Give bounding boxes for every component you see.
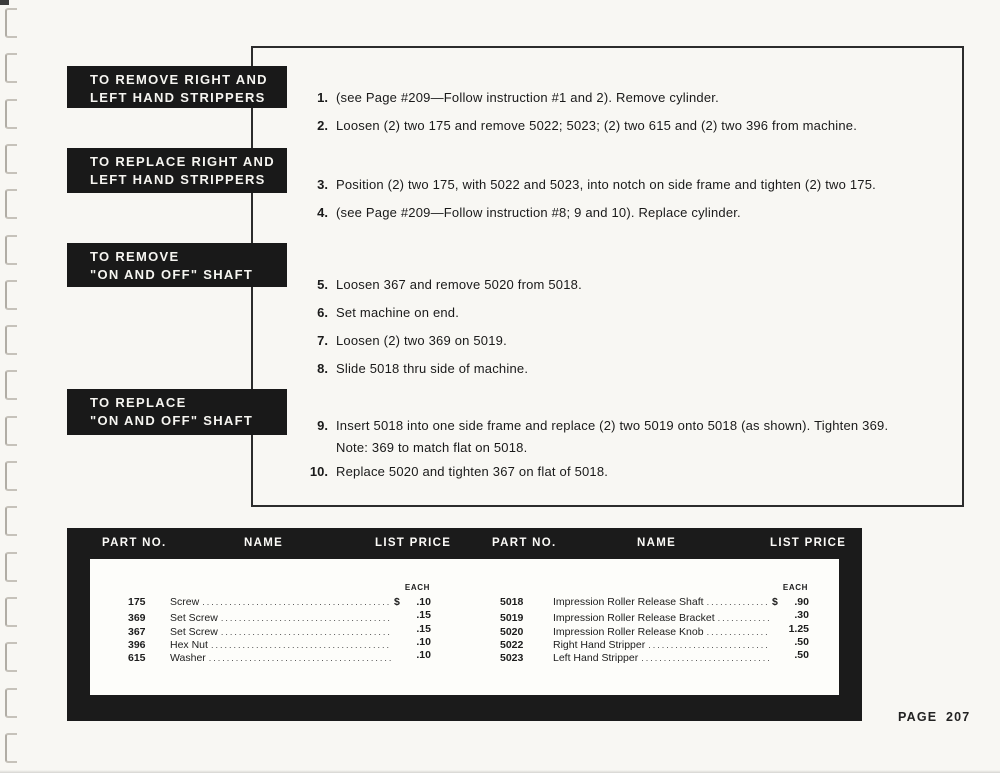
binding-mark-icon [5, 416, 17, 446]
section-label-remove-shaft [67, 243, 287, 287]
instruction-number: 6. [317, 305, 328, 320]
each-label: EACH [782, 583, 808, 592]
binding-mark-icon [5, 144, 17, 174]
price-value: .15 [416, 622, 431, 635]
binding-mark-icon [5, 552, 17, 582]
section-label-line: "ON AND OFF" SHAFT [90, 266, 254, 282]
name-cell: Screw [170, 596, 200, 608]
section-label-line: TO REMOVE [90, 249, 180, 264]
price-value: 1.25 [788, 622, 809, 635]
currency-sign [394, 636, 406, 648]
binding-mark-icon [5, 99, 17, 129]
parts-table-body [90, 559, 839, 695]
binding-mark-icon [5, 370, 17, 400]
instruction-note: Note: 369 to match flat on 5018. [336, 440, 528, 455]
instruction-text: Loosen 367 and remove 5020 from 5018. [336, 277, 582, 292]
currency-sign [394, 623, 406, 635]
spiral-binding [5, 0, 25, 773]
table-row [128, 609, 431, 625]
instruction-number: 3. [317, 177, 328, 192]
table-row [128, 636, 431, 649]
name-cell: Hex Nut [170, 638, 208, 651]
col-header-name: NAME [637, 537, 677, 549]
binding-mark-icon [5, 8, 17, 38]
binding-mark-icon [5, 325, 17, 355]
part-no-cell: 5018 [500, 596, 524, 608]
price-cell [772, 636, 809, 648]
instruction-number: 9. [317, 418, 328, 433]
instruction-item [298, 305, 459, 321]
table-row [500, 649, 809, 665]
name-cell: Impression Roller Release Knob [553, 625, 704, 638]
dot-leader [221, 627, 391, 637]
table-row [128, 596, 431, 609]
instruction-item [298, 205, 741, 221]
parts-table [67, 528, 862, 721]
dot-leader [641, 653, 769, 663]
instruction-number: 5. [317, 277, 328, 292]
price-value: .50 [794, 649, 809, 662]
instruction-number: 10. [309, 464, 328, 479]
instruction-number: 2. [317, 118, 328, 133]
col-header-part-no: PART NO. [102, 537, 167, 549]
binding-mark-icon [5, 53, 17, 83]
section-label-remove-strippers [67, 66, 287, 108]
currency-sign: $ [394, 596, 400, 608]
price-value: .90 [794, 596, 809, 608]
currency-sign [772, 649, 784, 661]
currency-sign [772, 636, 784, 648]
name-cell: Impression Roller Release Bracket [553, 612, 715, 625]
instruction-text: Slide 5018 thru side of machine. [336, 361, 529, 376]
dot-leader [718, 613, 769, 623]
currency-sign: $ [772, 596, 778, 608]
part-no-cell: 175 [128, 596, 146, 608]
part-no-cell: 367 [128, 625, 146, 638]
instruction-text: (see Page #209—Follow instruction #8; 9 and 10). Replace cylinder. [336, 205, 741, 220]
table-row [500, 609, 809, 625]
instruction-number: 7. [317, 333, 328, 348]
name-cell: Left Hand Stripper [553, 652, 639, 665]
part-no-cell: 5020 [500, 625, 524, 638]
section-label-line: TO REMOVE RIGHT AND [90, 72, 268, 87]
currency-sign [772, 609, 784, 621]
instruction-item [298, 177, 876, 193]
instruction-item [298, 333, 507, 349]
currency-sign [394, 649, 406, 661]
binding-mark-icon [5, 688, 17, 718]
part-no-cell: 396 [128, 638, 146, 651]
currency-sign [394, 609, 406, 621]
dot-leader [707, 597, 769, 607]
section-label-line: "ON AND OFF" SHAFT [90, 412, 254, 428]
instruction-number: 8. [317, 361, 328, 376]
price-cell [394, 636, 431, 648]
price-value: .10 [416, 649, 431, 662]
name-cell: Set Screw [170, 625, 218, 638]
instruction-text: Set machine on end. [336, 305, 460, 320]
price-cell [772, 623, 809, 635]
price-value: .15 [416, 609, 431, 622]
section-label-replace-shaft [67, 389, 287, 435]
name-cell: Right Hand Stripper [553, 638, 646, 651]
price-cell [772, 596, 809, 608]
instruction-text [336, 418, 888, 456]
section-label-line: LEFT HAND STRIPPERS [90, 89, 266, 105]
part-no-cell: 5023 [500, 652, 524, 665]
col-header-list-price: LIST PRICE [375, 537, 452, 549]
instruction-text: Replace 5020 and tighten 367 on flat of 5018. [336, 464, 609, 479]
dot-leader [221, 613, 391, 623]
instruction-text: Loosen (2) two 369 on 5019. [336, 333, 507, 348]
binding-mark-icon [5, 461, 17, 491]
parts-column-right [500, 583, 809, 665]
instruction-number: 1. [317, 90, 328, 105]
name-cell: Impression Roller Release Shaft [553, 596, 704, 608]
price-cell [394, 596, 431, 608]
price-value: .50 [794, 635, 809, 648]
table-row [128, 623, 431, 636]
table-row [500, 596, 809, 609]
page-number: PAGE 207 [898, 710, 971, 724]
price-cell [394, 609, 431, 621]
dot-leader [209, 653, 391, 663]
part-no-cell: 5022 [500, 638, 524, 651]
instruction-item [298, 118, 857, 134]
instruction-item [298, 90, 719, 106]
parts-column-left [128, 583, 431, 665]
instruction-item [298, 464, 608, 480]
section-label-replace-strippers [67, 148, 287, 193]
price-value: .30 [794, 609, 809, 622]
col-header-name: NAME [244, 537, 284, 549]
instruction-text: (see Page #209—Follow instruction #1 and 2). Remove cylinder. [336, 90, 719, 105]
part-no-cell: 369 [128, 612, 146, 625]
price-cell [394, 649, 431, 661]
col-header-list-price: LIST PRICE [770, 537, 847, 549]
price-cell [772, 649, 809, 661]
part-no-cell: 5019 [500, 612, 524, 625]
dot-leader [707, 627, 769, 637]
dot-leader [648, 640, 769, 650]
col-header-part-no: PART NO. [492, 537, 557, 549]
name-cell: Washer [170, 652, 206, 665]
part-no-cell: 615 [128, 652, 146, 665]
instruction-item [298, 418, 888, 456]
price-cell [772, 609, 809, 621]
instruction-item [298, 361, 528, 377]
section-label-line: TO REPLACE [90, 395, 187, 410]
instruction-text: Loosen (2) two 175 and remove 5022; 5023; (2) two 615 and (2) two 396 from machine. [336, 118, 858, 133]
dot-leader [211, 640, 391, 650]
binding-mark-icon [5, 189, 17, 219]
dot-leader [202, 597, 391, 607]
table-row [500, 636, 809, 649]
instruction-item [298, 277, 582, 293]
binding-mark-icon [5, 506, 17, 536]
instruction-number: 4. [317, 205, 328, 220]
price-cell [394, 623, 431, 635]
binding-mark-icon [5, 280, 17, 310]
price-value: .10 [416, 596, 431, 608]
instruction-text-main: Insert 5018 into one side frame and replace (2) two 5019 onto 5018 (as shown). Tighten 369. [336, 418, 889, 433]
table-row [500, 623, 809, 636]
name-cell: Set Screw [170, 612, 218, 625]
binding-mark-icon [5, 733, 17, 763]
binding-mark-icon [5, 235, 17, 265]
instruction-text: Position (2) two 175, with 5022 and 5023, into notch on side frame and tighten (2) two 175. [336, 177, 876, 192]
price-value: .10 [416, 635, 431, 648]
currency-sign [772, 623, 784, 635]
binding-mark-icon [5, 642, 17, 672]
section-label-line: LEFT HAND STRIPPERS [90, 171, 266, 187]
section-label-line: TO REPLACE RIGHT AND [90, 154, 275, 169]
table-row [128, 649, 431, 665]
binding-mark-icon [5, 597, 17, 627]
each-label: EACH [404, 583, 430, 592]
